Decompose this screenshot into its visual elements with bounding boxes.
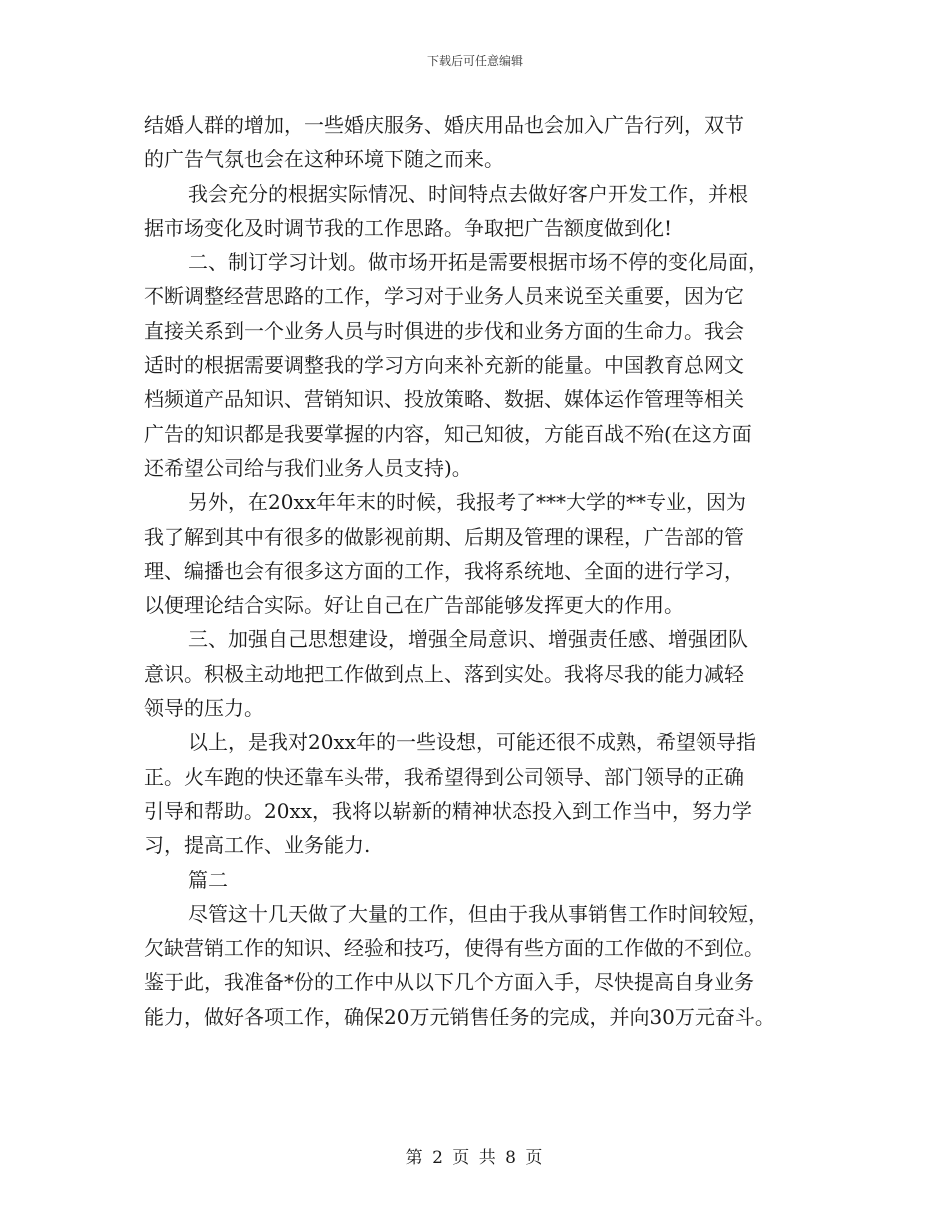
text-line: 意识。积极主动地把工作做到点上、落到实处。我将尽我的能力减轻	[144, 661, 744, 686]
text-line: 档频道产品知识、营销知识、投放策略、数据、媒体运作管理等相关	[144, 387, 744, 412]
text-line: 尽管这十几天做了大量的工作，但由于我从事销售工作时间较短，	[188, 901, 768, 926]
text-line: 还希望公司给与我们业务人员支持)。	[144, 455, 472, 480]
text-line: 鉴于此，我准备*份的工作中从以下几个方面入手，尽快提高自身业务	[144, 970, 754, 995]
text-line: 适时的根据需要调整我的学习方向来补充新的能量。中国教育总网文	[144, 353, 744, 378]
text-line: 领导的压力。	[144, 696, 264, 721]
text-line: 正。火车跑的快还靠车头带，我希望得到公司领导、部门领导的正确	[144, 764, 744, 789]
text-line: 以便理论结合实际。好让自己在广告部能够发挥更大的作用。	[144, 593, 684, 618]
text-line: 我了解到其中有很多的做影视前期、后期及管理的课程，广告部的管	[144, 524, 744, 549]
text-line: 以上，是我对20xx年的一些设想，可能还很不成熟，希望领导指	[188, 730, 757, 755]
text-line: 不断调整经营思路的工作，学习对于业务人员来说至关重要，因为它	[144, 284, 744, 309]
text-line: 二、制订学习计划。做市场开拓是需要根据市场不停的变化局面，	[188, 250, 768, 275]
page-header-note: 下载后可任意编辑	[426, 54, 523, 68]
document-body	[144, 108, 824, 1034]
text-line: 直接关系到一个业务人员与时俱进的步伐和业务方面的生命力。我会	[144, 318, 744, 343]
text-line: 另外，在20xx年年末的时候，我报考了***大学的**专业，因为	[188, 490, 747, 515]
text-line: 据市场变化及时调节我的工作思路。争取把广告额度做到化!	[144, 215, 673, 240]
text-line: 的广告气氛也会在这种环境下随之而来。	[144, 147, 504, 172]
text-line: 三、加强自己思想建设，增强全局意识、增强责任感、增强团队	[188, 627, 748, 652]
text-line: 我会充分的根据实际情况、时间特点去做好客户开发工作，并根	[188, 181, 748, 206]
text-line: 引导和帮助。20xx，我将以崭新的精神状态投入到工作当中，努力学	[144, 798, 753, 823]
text-line: 广告的知识都是我要掌握的内容，知己知彼，方能百战不殆(在这方面	[144, 421, 752, 446]
text-line: 能力，做好各项工作，确保20万元销售任务的完成，并向30万元奋斗。	[144, 1004, 775, 1029]
section-heading: 篇二	[188, 867, 228, 892]
text-line: 习，提高工作、业务能力.	[144, 833, 371, 858]
text-line: 理、编播也会有很多这方面的工作，我将系统地、全面的进行学习，	[144, 558, 744, 583]
text-line: 结婚人群的增加，一些婚庆服务、婚庆用品也会加入广告行列，双节	[144, 113, 744, 137]
text-line: 欠缺营销工作的知识、经验和技巧，使得有些方面的工作做的不到位。	[144, 936, 764, 961]
page-number-footer: 第 2 页 共 8 页	[405, 1148, 545, 1168]
